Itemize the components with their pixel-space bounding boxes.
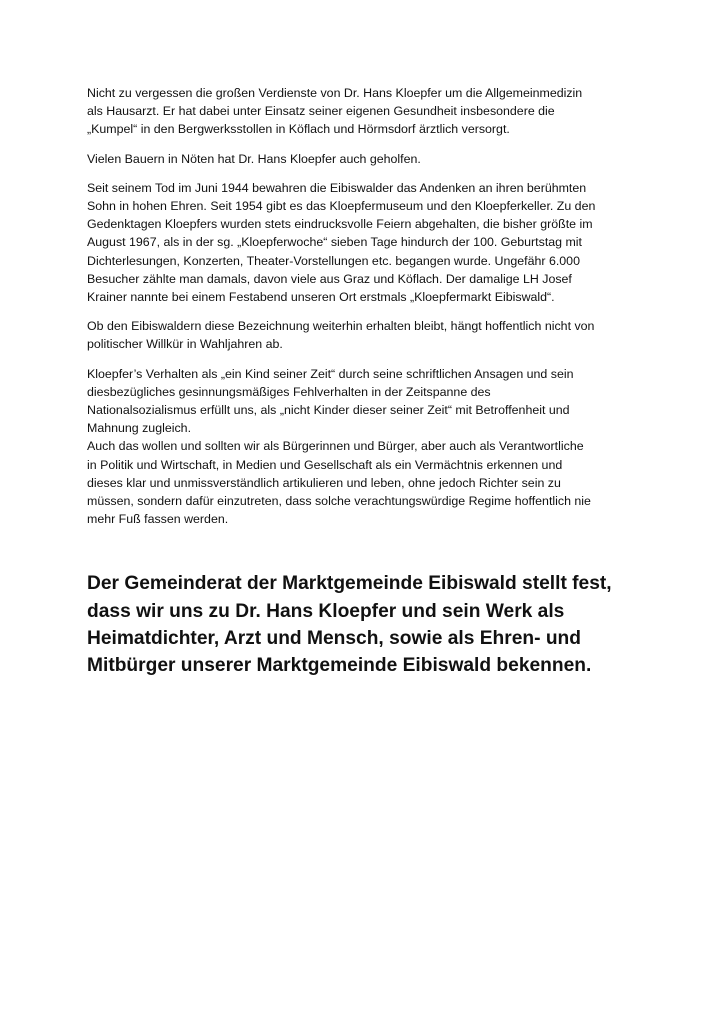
text-line: Nationalsozialismus erfüllt uns, als „nicht Kinder dieser seiner Zeit“ mit Betroffenheit und (87, 403, 570, 418)
text-line: Auch das wollen und sollten wir als Bürgerinnen und Bürger, aber auch als Verantwortliche (87, 439, 584, 454)
text-line: mehr Fuß fassen werden. (87, 512, 229, 527)
document-body (87, 84, 647, 680)
text-line: Mahnung zugleich. (87, 421, 192, 436)
text-line: „Kumpel“ in den Bergwerksstollen in Köflach und Hörmsdorf ärztlich versorgt. (87, 122, 510, 137)
text-line: Ob den Eibiswaldern diese Bezeichnung weiterhin erhalten bleibt, hängt hoffentlich nicht von (87, 319, 595, 334)
text-line: in Politik und Wirtschaft, in Medien und Gesellschaft als ein Vermächtnis erkennen und (87, 457, 563, 472)
council-statement (87, 570, 647, 679)
text-line: dieses klar und unmissverständlich artikulieren und leben, ohne jedoch Richter sein zu (87, 475, 561, 490)
text-line: politischer Willkür in Wahljahren ab. (87, 337, 283, 352)
text-line: als Hausarzt. Er hat dabei unter Einsatz seiner eigenen Gesundheit insbesondere die (87, 104, 555, 119)
text-line: Krainer nannte bei einem Festabend unseren Ort erstmals „Kloepfermarkt Eibiswald“. (87, 290, 555, 305)
text-line: Vielen Bauern in Nöten hat Dr. Hans Kloepfer auch geholfen. (87, 151, 421, 166)
paragraph-farmers (87, 150, 647, 168)
paragraph-responsibility (87, 365, 647, 529)
text-line: diesbezügliches gesinnungsmäßiges Fehlverhalten in der Zeitspanne des (87, 384, 491, 399)
paragraph-designation (87, 317, 647, 353)
statement-line: Heimatdichter, Arzt und Mensch, sowie als Ehren- und (87, 628, 581, 650)
statement-line: Der Gemeinderat der Marktgemeinde Eibiswald stellt fest, (87, 573, 612, 595)
text-line: Besucher zählte man damals, davon viele aus Graz und Köflach. Der damalige LH Josef (87, 271, 572, 286)
text-line: Seit seinem Tod im Juni 1944 bewahren die Eibiswalder das Andenken an ihren berühmten (87, 180, 587, 195)
text-line: Dichterlesungen, Konzerten, Theater-Vorstellungen etc. begangen wurde. Ungefähr 6.000 (87, 253, 580, 268)
paragraph-remembrance (87, 179, 647, 306)
statement-line: Mitbürger unserer Marktgemeinde Eibiswald bekennen. (87, 655, 592, 677)
text-line: müssen, sondern dafür einzutreten, dass solche verachtungswürdige Regime hoffentlich nie (87, 494, 591, 509)
text-line: August 1967, als in der sg. „Kloepferwoche“ sieben Tage hindurch der 100. Geburtstag mit (87, 235, 583, 250)
text-line: Gedenktagen Kloepfers wurden stets eindrucksvolle Feiern abgehalten, die bisher größte im (87, 217, 593, 232)
text-line: Nicht zu vergessen die großen Verdienste von Dr. Hans Kloepfer um die Allgemeinmedizin (87, 86, 583, 100)
statement-line: dass wir uns zu Dr. Hans Kloepfer und sein Werk als (87, 600, 565, 622)
text-line: Sohn in hohen Ehren. Seit 1954 gibt es das Kloepfermuseum und den Kloepferkeller. Zu den (87, 199, 596, 214)
paragraph-merits (87, 84, 647, 139)
text-line: Kloepfer’s Verhalten als „ein Kind seiner Zeit“ durch seine schriftlichen Ansagen und sein (87, 366, 574, 381)
